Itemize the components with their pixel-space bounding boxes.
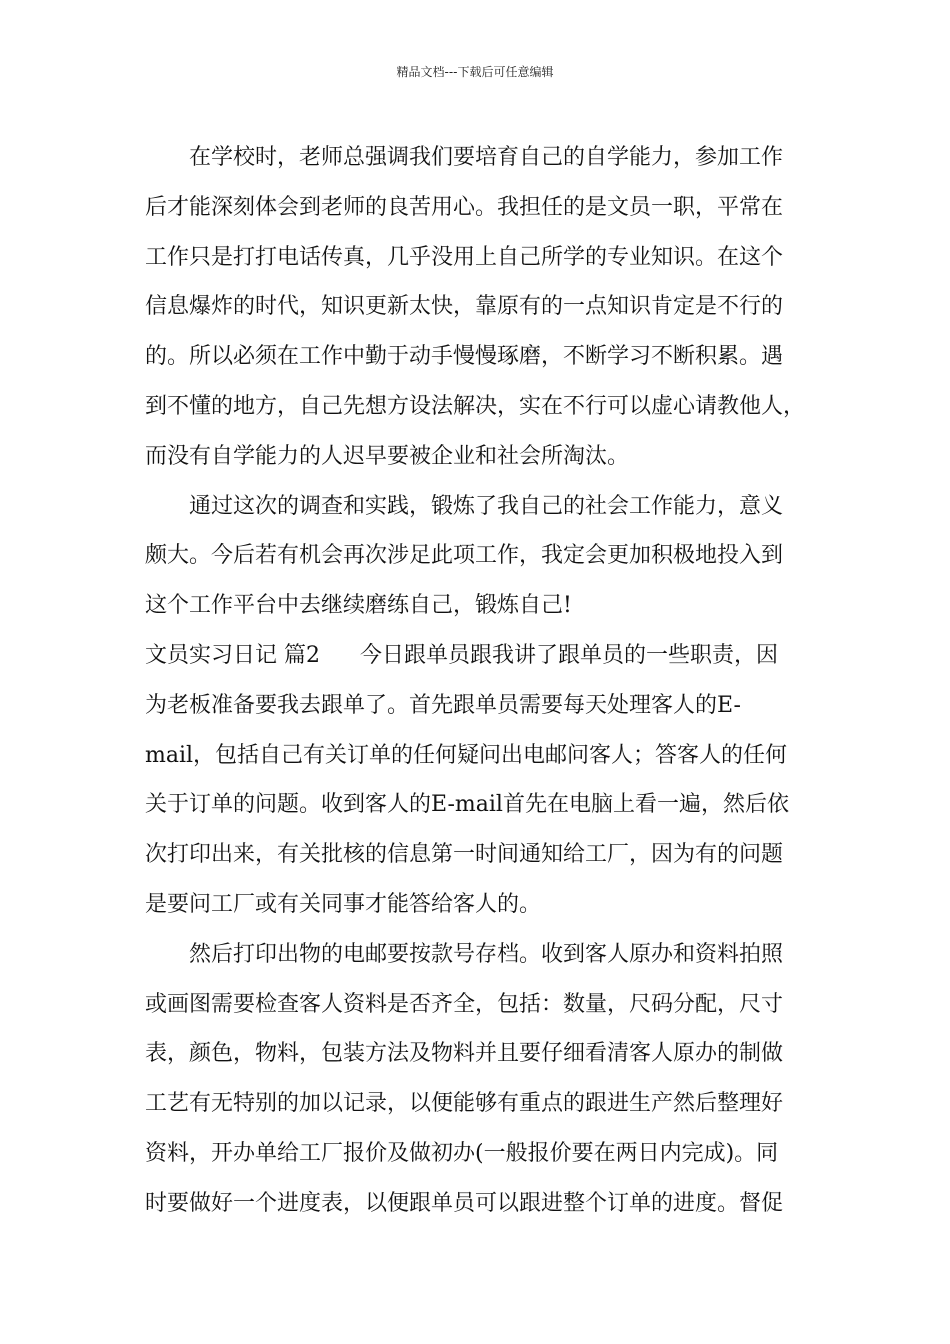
text-line: 通过这次的调查和实践，锻炼了我自己的社会工作能力，意义 — [189, 493, 784, 519]
text-line: 的。所以必须在工作中勤于动手慢慢琢磨，不断学习不断积累。遇 — [145, 344, 784, 370]
document-body — [145, 133, 825, 1229]
text-line: 次打印出来，有关批核的信息第一时间通知给工厂，因为有的问题 — [145, 842, 784, 868]
text-line: 表，颜色，物料，包装方法及物料并且要仔细看清客人原办的制做 — [145, 1041, 784, 1067]
text-line: 关于订单的问题。收到客人的E-mail首先在电脑上看一遍，然后依 — [145, 792, 789, 818]
text-line: 这个工作平台中去继续磨练自己，锻炼自己! — [145, 593, 572, 619]
text-line: 工艺有无特别的加以记录，以便能够有重点的跟进生产然后整理好 — [145, 1091, 784, 1117]
text-line: 资料，开办单给工厂报价及做初办(一般报价要在两日内完成)。同 — [145, 1140, 779, 1166]
text-line: 后才能深刻体会到老师的良苦用心。我担任的是文员一职，平常在 — [145, 194, 784, 220]
text-line: 到不懂的地方，自己先想方设法解决，实在不行可以虚心请教他人， — [145, 393, 806, 419]
text-line: 而没有自学能力的人迟早要被企业和社会所淘汰。 — [145, 443, 630, 469]
text-line: 今日跟单员跟我讲了跟单员的一些职责，因 — [360, 642, 779, 668]
text-line: 然后打印出物的电邮要按款号存档。收到客人原办和资料拍照 — [189, 941, 784, 967]
text-line: 工作只是打打电话传真，几乎没用上自己所学的专业知识。在这个 — [145, 244, 784, 270]
text-line: 颇大。今后若有机会再次涉足此项工作，我定会更加积极地投入到 — [145, 543, 784, 569]
section-heading: 文员实习日记 篇2 — [145, 642, 320, 668]
text-line: 是要问工厂或有关同事才能答给客人的。 — [145, 891, 542, 917]
text-line: 信息爆炸的时代，知识更新太快，靠原有的一点知识肯定是不行的 — [145, 294, 784, 320]
text-line: 时要做好一个进度表，以便跟单员可以跟进整个订单的进度。督促 — [145, 1190, 784, 1216]
page-header: 精品文档---下载后可任意编辑 — [396, 65, 554, 79]
text-line: 或画图需要检查客人资料是否齐全，包括：数量，尺码分配，尺寸 — [145, 991, 784, 1017]
section-heading-line — [145, 631, 825, 681]
text-line: mail，包括自己有关订单的任何疑问出电邮问客人；答客人的任何 — [145, 742, 788, 768]
text-line: 在学校时，老师总强调我们要培育自己的自学能力，参加工作 — [189, 145, 784, 170]
text-line: 为老板准备要我去跟单了。首先跟单员需要每天处理客人的E- — [145, 692, 741, 718]
